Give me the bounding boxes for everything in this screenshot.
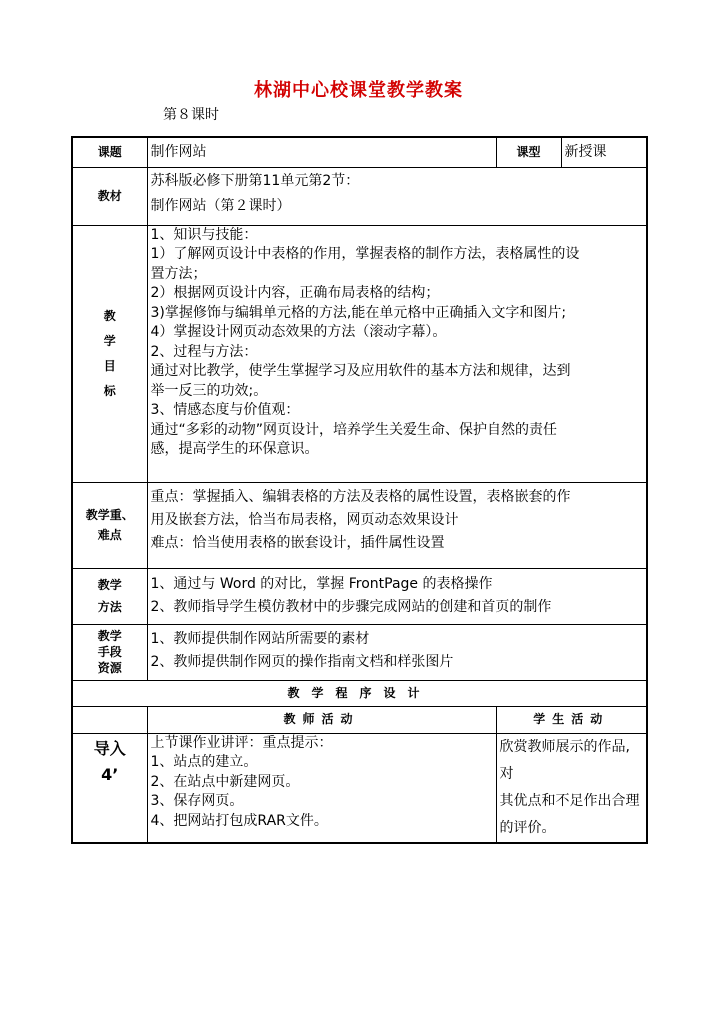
student-activity-header: 学生活动 (496, 706, 647, 733)
teacher-line: 上节课作业讲评：重点提示： (150, 734, 333, 751)
method-content (147, 568, 647, 624)
teacher-line: 4、把网站打包成RAR文件。 (150, 812, 328, 829)
resources-content (147, 624, 647, 680)
goals-line: 置方法； (150, 265, 207, 282)
section-title: 教学程序设计 (72, 680, 647, 706)
method-label: 教学 方法 (72, 568, 147, 624)
blank-header-cell (72, 706, 147, 733)
intro-label: 导入 (93, 738, 126, 758)
teacher-line: 1、站点的建立。 (150, 754, 258, 770)
goals-line: 通过“多彩的动物”网页设计，培养学生关爱生命、保护自然的责任 (150, 421, 558, 438)
goals-line: 4）掌握设计网页动态效果的方法（滚动字幕）。 (150, 324, 447, 340)
lesson-plan-table-main (71, 136, 648, 844)
lesson-number: 第８课时 (163, 107, 219, 123)
method-line: 2、教师指导学生模仿教材中的步骤完成网站的创建和首页的制作 (150, 598, 552, 615)
key-line: 重点：掌握插入、编辑表格的方法及表格的属性设置，表格嵌套的作 (150, 488, 571, 505)
student-line: 的评价。 (499, 819, 556, 836)
teacher-line: 2、在站点中新建网页。 (150, 773, 300, 790)
key-line: 难点：恰当使用表格的嵌套设计，插件属性设置 (150, 534, 445, 551)
goals-line: 2）根据网页设计内容，正确布局表格的结构； (150, 285, 440, 301)
page-title: 林湖中心校课堂教学教案 (254, 80, 463, 101)
goals-line: 2、过程与方法： (150, 343, 258, 360)
textbook-label: 教材 (72, 167, 147, 225)
goals-line: 3、情感态度与价值观： (150, 402, 300, 418)
resources-label: 教学 手段 资源 (72, 624, 147, 680)
goals-line: 感，提高学生的环保意识。 (150, 441, 319, 457)
topic-label: 课题 (72, 137, 147, 167)
intro-time: 4’ (101, 764, 119, 784)
topic-value: 制作网站 (147, 137, 496, 167)
goals-line: 通过对比教学，使学生掌握学习及应用软件的基本方法和规律，达到 (150, 363, 571, 379)
key-line: 用及嵌套方法，恰当布局表格，网页动态效果设计 (150, 511, 459, 528)
goals-content (147, 225, 647, 482)
student-line: 欣赏教师展示的作品,对 (499, 738, 630, 782)
teacher-activity-content (147, 733, 496, 843)
goals-line: 1）了解网页设计中表格的作用，掌握表格的制作方法，表格属性的设 (150, 246, 580, 262)
student-line: 其优点和不足作出合理 (499, 792, 640, 809)
teacher-activity-header: 教师活动 (147, 706, 496, 733)
textbook-line: 苏科版必修下册第11单元第2节： (150, 172, 360, 189)
goals-line: 举一反三的功效;。 (150, 382, 268, 399)
student-activity-content (496, 733, 647, 843)
resource-line: 1、教师提供制作网站所需要的素材 (150, 630, 370, 647)
key-points-content (147, 482, 647, 568)
method-line: 1、通过与 Word 的对比，掌握 FrontPage 的表格操作 (150, 575, 493, 592)
goals-line: 3)掌握修饰与编辑单元格的方法,能在单元格中正确插入文字和图片; (150, 304, 567, 321)
goals-line: 1、知识与技能： (150, 226, 258, 243)
intro-label-cell (72, 733, 147, 843)
goals-label: 教 学 目 标 (72, 225, 147, 482)
resource-line: 2、教师提供制作网页的操作指南文档和样张图片 (150, 653, 454, 670)
key-points-label: 教学重、 难点 (72, 482, 147, 568)
type-label: 课型 (496, 137, 561, 167)
type-value: 新授课 (561, 137, 647, 167)
textbook-line: 制作网站（第２课时） (150, 197, 291, 214)
textbook-content (147, 167, 647, 225)
teacher-line: 3、保存网页。 (150, 793, 244, 809)
